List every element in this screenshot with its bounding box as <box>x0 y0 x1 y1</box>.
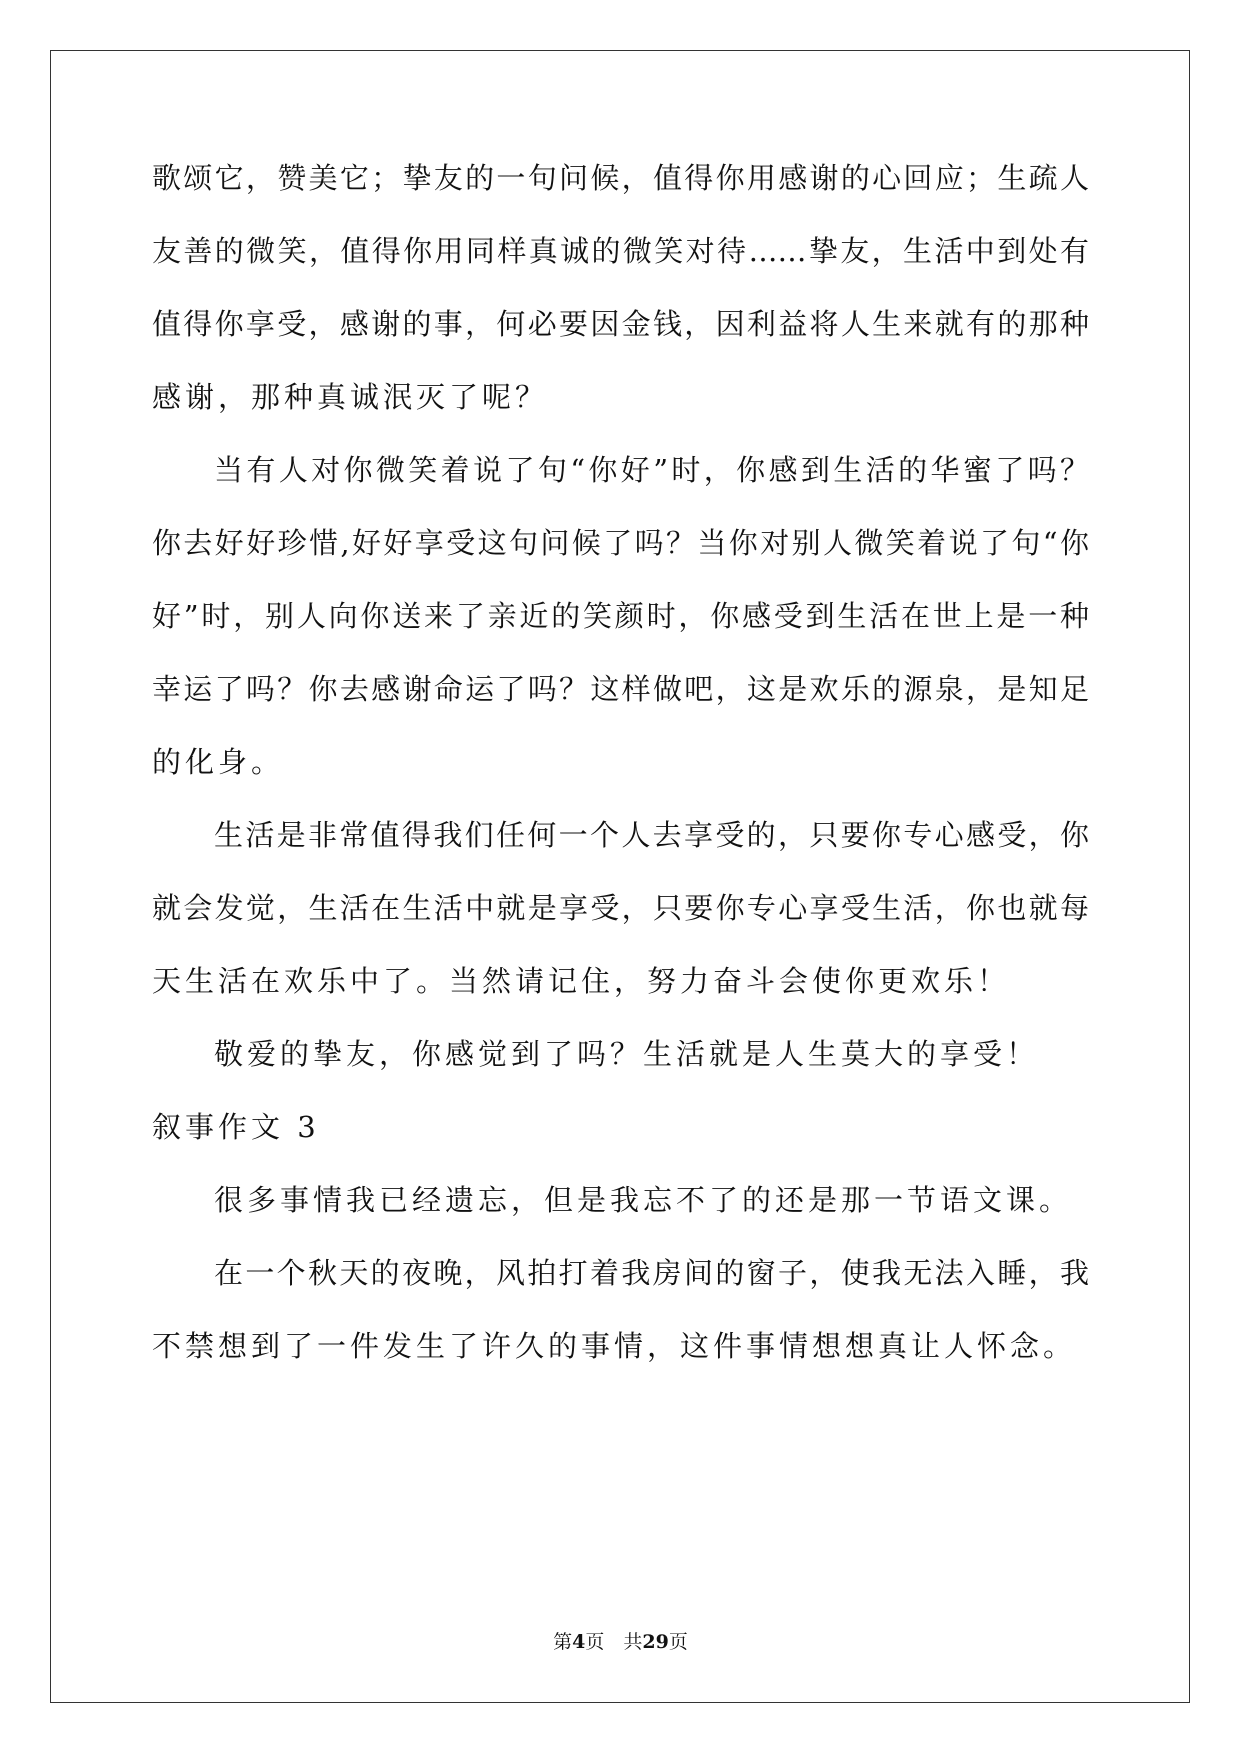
text-line: 天生活在欢乐中了。当然请记住，努力奋斗会使你更欢乐！ <box>152 964 1011 998</box>
section-heading: 叙事作文 3 <box>152 1110 320 1144</box>
text-line: 你去好好珍惜,好好享受这句问候了吗？当你对别人微笑着说了句“你 <box>152 526 1089 560</box>
paragraph-first-line: 当有人对你微笑着说了句“你好”时，你感到生活的华蜜了吗？ <box>214 453 1089 487</box>
text-line: 不禁想到了一件发生了许久的事情，这件事情想想真让人怀念。 <box>152 1329 1077 1363</box>
paragraph-first-line: 在一个秋天的夜晚，风拍打着我房间的窗子，使我无法入睡，我 <box>214 1256 1089 1290</box>
text-line: 就会发觉，生活在生活中就是享受，只要你专心享受生活，你也就每 <box>152 891 1089 925</box>
text-line: 感谢，那种真诚泯灭了呢？ <box>152 380 549 414</box>
page-border <box>50 50 1190 1703</box>
text-line: 幸运了吗？你去感谢命运了吗？这样做吧，这是欢乐的源泉，是知足 <box>152 672 1089 706</box>
footer-suffix: 页 <box>668 1631 688 1653</box>
footer-middle: 页 共 <box>585 1631 643 1653</box>
text-line: 值得你享受，感谢的事，何必要因金钱，因利益将人生来就有的那种 <box>152 307 1089 341</box>
paragraph-first-line: 很多事情我已经遗忘，但是我忘不了的还是那一节语文课。 <box>214 1183 1073 1217</box>
paragraph-first-line: 生活是非常值得我们任何一个人去享受的，只要你专心感受，你 <box>214 818 1089 852</box>
paragraph-first-line: 敬爱的挚友，你感觉到了吗？生活就是人生莫大的享受！ <box>214 1037 1040 1071</box>
text-line: 的化身。 <box>152 745 285 779</box>
page-footer <box>0 1630 1241 1654</box>
footer-page-number: 4 <box>572 1631 586 1653</box>
footer-total-pages: 29 <box>642 1631 669 1653</box>
text-line: 友善的微笑，值得你用同样真诚的微笑对待……挚友，生活中到处有 <box>152 234 1089 268</box>
footer-prefix: 第 <box>553 1631 573 1653</box>
text-line: 好”时，别人向你送来了亲近的笑颜时，你感受到生活在世上是一种 <box>152 599 1089 633</box>
text-line: 歌颂它，赞美它；挚友的一句问候，值得你用感谢的心回应；生疏人 <box>152 161 1089 195</box>
